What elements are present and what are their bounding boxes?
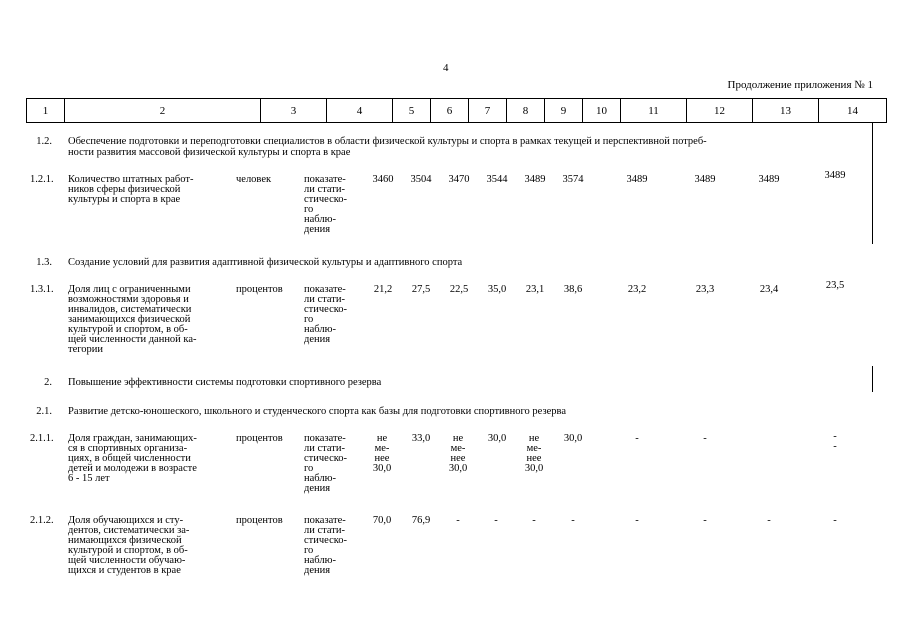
section-title [68, 406, 566, 417]
column-number-header [26, 98, 887, 123]
value-col-11: 3489 [626, 174, 648, 185]
text-line: Доля граждан, занимающих- [68, 433, 197, 444]
text-line: циях, в общей численности [68, 453, 191, 464]
value-col-12: 3489 [694, 174, 716, 185]
header-col-3: 3 [261, 99, 327, 123]
value-col-6: 27,5 [411, 284, 431, 295]
value-col-9: 3489 [524, 174, 546, 185]
value-col-12: 23,3 [695, 284, 715, 295]
value-col-5: 70,0 [372, 515, 392, 526]
section-number: 2.1. [36, 406, 52, 417]
text-line: возможностями здоровья и [68, 294, 189, 305]
header-col-2: 2 [65, 99, 261, 123]
text-line: показате- [304, 433, 346, 444]
text-line: нимающихся физической [68, 535, 182, 546]
text-line: дения [304, 334, 331, 345]
text-line: наблю- [304, 214, 336, 225]
value-col-8: 3544 [486, 174, 508, 185]
value-col-11: - [635, 515, 639, 526]
text-line: показате- [304, 515, 346, 526]
section-title [68, 136, 707, 158]
section-title-line: ности развития массовой физической культуры и спорта в крае [68, 147, 351, 158]
value-col-5 [364, 434, 400, 474]
text-line: нее [526, 453, 542, 464]
unit: процентов [236, 515, 283, 526]
text-line: тегории [68, 344, 104, 355]
value-col-13: 23,4 [759, 284, 779, 295]
text-line: не [528, 433, 540, 444]
text-line: 30,0 [372, 463, 392, 474]
text-line: детей и молодежи в возрасте [68, 463, 197, 474]
value-col-13: - [767, 515, 771, 526]
text-line: щей численности данной ка- [68, 334, 197, 345]
section-1-3 [26, 257, 876, 269]
row-number: 1.2.1. [30, 174, 54, 185]
header-col-1: 1 [27, 99, 65, 123]
text-line: ли стати- [304, 294, 345, 305]
header-col-6: 6 [431, 99, 469, 123]
value-col-10: 30,0 [563, 433, 583, 444]
row-number: 1.3.1. [30, 284, 54, 295]
header-col-12: 12 [687, 99, 753, 123]
indicator-name [68, 434, 197, 484]
page-number: 4 [443, 62, 449, 74]
indicator-name [68, 285, 197, 355]
text-line: ли стати- [304, 443, 345, 454]
row-number: 2.1.2. [30, 515, 54, 526]
value-col-7: 3470 [448, 174, 470, 185]
header-col-5: 5 [393, 99, 431, 123]
text-line: ли стати- [304, 525, 345, 536]
text-line: дения [304, 483, 331, 494]
section-title-line: Создание условий для развития адаптивной физической культуры и адаптивного спорта [68, 257, 463, 268]
text-line: не [452, 433, 464, 444]
header-col-4: 4 [327, 99, 393, 123]
text-line: наблю- [304, 473, 336, 484]
unit: человек [236, 174, 272, 185]
text-line: показате- [304, 284, 346, 295]
value-col-11: - [635, 433, 639, 444]
text-line: стическо- [304, 535, 348, 546]
text-line: культурой и спортом, в об- [68, 545, 188, 556]
text-line: го [304, 314, 314, 325]
section-number: 1.2. [36, 136, 52, 147]
data-source [304, 434, 347, 494]
value-col-5: 3460 [372, 174, 394, 185]
text-line: 6 - 15 лет [68, 473, 110, 484]
text-line: щихся и студентов в крае [68, 565, 181, 576]
text-line: ме- [450, 443, 466, 454]
value-col-12: - [703, 515, 707, 526]
text-line: 30,0 [448, 463, 468, 474]
value-col-10: 3574 [562, 174, 584, 185]
section-title-line: Повышение эффективности системы подготовки спортивного резерва [68, 377, 382, 388]
text-line: - [833, 441, 837, 452]
continuation-label: Продолжение приложения № 1 [727, 79, 873, 91]
value-col-6: 3504 [410, 174, 432, 185]
text-line: нее [450, 453, 466, 464]
text-line: дения [304, 224, 331, 235]
value-col-9: - [532, 515, 536, 526]
value-col-11: 23,2 [627, 284, 647, 295]
section-1-2 [26, 136, 876, 160]
text-line: ников сферы физической [68, 184, 181, 195]
section-title-line: Развитие детско-юношеского, школьного и студенческого спорта как базы для подготовки спортивного резерва [68, 406, 566, 417]
text-line: ме- [374, 443, 390, 454]
value-col-6: 33,0 [411, 433, 431, 444]
text-line: наблю- [304, 555, 336, 566]
text-line: нее [374, 453, 390, 464]
text-line: го [304, 463, 314, 474]
header-col-8: 8 [507, 99, 545, 123]
text-line: стическо- [304, 304, 348, 315]
text-line: культурой и спортом, в об- [68, 324, 188, 335]
section-2 [26, 377, 876, 389]
header-col-7: 7 [469, 99, 507, 123]
value-col-14: - [833, 515, 837, 526]
text-line: занимающихся физической [68, 314, 191, 325]
text-line: дения [304, 565, 331, 576]
value-col-14: 23,5 [825, 280, 845, 291]
text-line: Количество штатных работ- [68, 174, 194, 185]
value-col-12: - [703, 433, 707, 444]
text-line: ся в спортивных организа- [68, 443, 188, 454]
value-col-9 [516, 434, 552, 474]
text-line: не [376, 433, 388, 444]
text-line: Доля лиц с ограниченными [68, 284, 191, 295]
value-col-10: - [571, 515, 575, 526]
text-line: стическо- [304, 453, 348, 464]
header-col-13: 13 [753, 99, 819, 123]
text-line: ли стати- [304, 184, 345, 195]
section-number: 2. [44, 377, 52, 388]
data-source [304, 516, 347, 576]
value-col-13: 3489 [758, 174, 780, 185]
value-col-7: 22,5 [449, 284, 469, 295]
section-title [68, 377, 381, 388]
text-line: го [304, 545, 314, 556]
value-col-9: 23,1 [525, 284, 545, 295]
indicator-name [68, 516, 189, 576]
text-line: дентов, систематически за- [68, 525, 190, 536]
text-line: наблю- [304, 324, 336, 335]
text-line: инвалидов, систематически [68, 304, 192, 315]
text-line: культуры и спорта в крае [68, 194, 181, 205]
text-line: показате- [304, 174, 346, 185]
unit: процентов [236, 284, 283, 295]
value-col-5: 21,2 [373, 284, 393, 295]
text-line: 30,0 [524, 463, 544, 474]
data-source [304, 175, 347, 235]
value-col-7 [440, 434, 476, 474]
value-col-8: 35,0 [487, 284, 507, 295]
text-line: стическо- [304, 194, 348, 205]
section-title-line: Обеспечение подготовки и переподготовки специалистов в области физической культуры и спорта в рамках текущей и перспективной потреб- [68, 136, 707, 147]
text-line: - [833, 431, 837, 442]
value-col-14 [802, 432, 868, 452]
value-col-14: 3489 [824, 170, 846, 181]
header-col-10: 10 [583, 99, 621, 123]
section-title [68, 257, 462, 268]
value-col-10: 38,6 [563, 284, 583, 295]
header-col-9: 9 [545, 99, 583, 123]
value-col-8: - [494, 515, 498, 526]
value-col-8: 30,0 [487, 433, 507, 444]
header-col-11: 11 [621, 99, 687, 123]
data-source [304, 285, 347, 345]
header-col-14: 14 [819, 99, 887, 123]
section-2-1 [26, 406, 876, 418]
value-col-6: 76,9 [411, 515, 431, 526]
text-line: ме- [526, 443, 542, 454]
section-number: 1.3. [36, 257, 52, 268]
text-line: го [304, 204, 314, 215]
value-col-7: - [456, 515, 460, 526]
text-line: щей численности обучаю- [68, 555, 186, 566]
indicator-name [68, 175, 193, 205]
unit: процентов [236, 433, 283, 444]
text-line: Доля обучающихся и сту- [68, 515, 184, 526]
row-number: 2.1.1. [30, 433, 54, 444]
